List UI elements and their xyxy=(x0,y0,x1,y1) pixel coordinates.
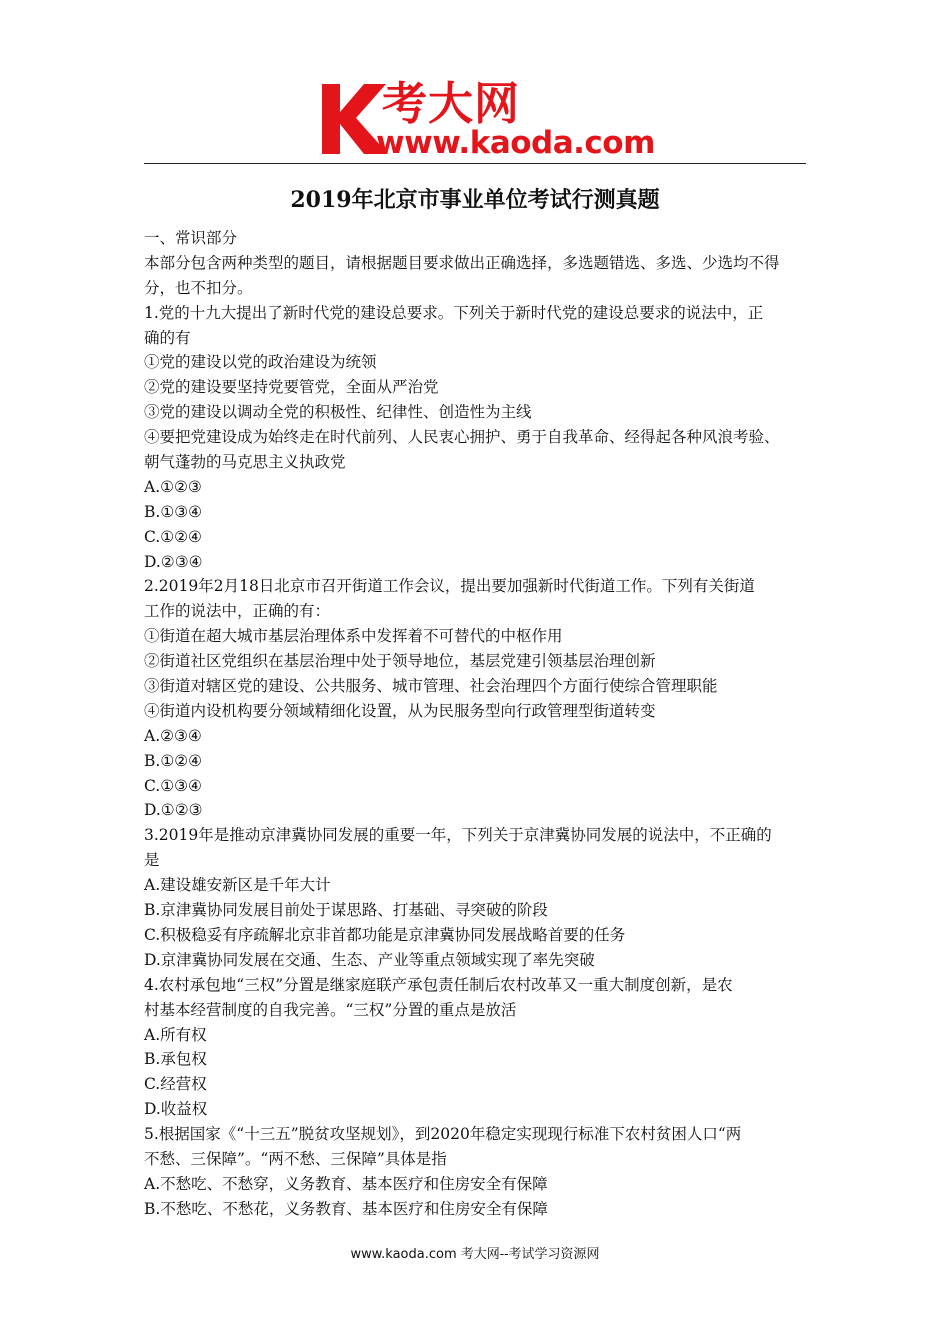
text-line: 分，也不扣分。 xyxy=(144,278,253,297)
text-line: C.①②④ xyxy=(144,527,202,546)
text-line: 村基本经营制度的自我完善。“三权”分置的重点是放活 xyxy=(144,1000,517,1019)
text-line: C.①③④ xyxy=(144,776,202,795)
text-line: 5.根据国家《“十三五”脱贫攻坚规划》，到2020年稳定实现现行标准下农村贫困人口“两 xyxy=(144,1125,742,1144)
text-line: 3.2019年是推动京津冀协同发展的重要一年，下列关于京津冀协同发展的说法中，不正确的 xyxy=(144,826,772,845)
text-line: 工作的说法中，正确的有： xyxy=(144,602,331,621)
text-line: A.②③④ xyxy=(144,726,202,745)
text-line: B.①②④ xyxy=(144,751,203,770)
kaoda-logo xyxy=(318,77,655,161)
page-title: 2019年北京市事业单位考试行测真题 xyxy=(290,187,660,213)
text-line: 本部分包含两种类型的题目，请根据题目要求做出正确选择，多选题错选、多选、少选均不得 xyxy=(144,253,780,272)
footer-url: www.kaoda.com xyxy=(350,1247,457,1262)
logo-name: 考大网 xyxy=(382,77,521,130)
text-line: D.京津冀协同发展在交通、生态、产业等重点领域实现了率先突破 xyxy=(144,950,595,969)
text-line: D.①②③ xyxy=(144,801,203,820)
text-line: A.①②③ xyxy=(144,477,202,496)
text-line: 2.2019年2月18日北京市召开街道工作会议，提出要加强新时代街道工作。下列有关街道 xyxy=(144,577,755,596)
text-line: 确的有 xyxy=(144,328,191,347)
text-line: 是 xyxy=(144,851,160,870)
text-line: B.不愁吃、不愁花，义务教育、基本医疗和住房安全有保障 xyxy=(144,1199,548,1218)
text-line: ①街道在超大城市基层治理体系中发挥着不可替代的中枢作用 xyxy=(144,627,563,646)
text-line: 不愁、三保障”。“两不愁、三保障”具体是指 xyxy=(144,1149,447,1168)
text-line: ②党的建设要坚持党要管党，全面从严治党 xyxy=(144,378,439,397)
text-line: ②街道社区党组织在基层治理中处于领导地位，基层党建引领基层治理创新 xyxy=(144,652,656,671)
text-line: C.积极稳妥有序疏解北京非首都功能是京津冀协同发展战略首要的任务 xyxy=(144,925,626,944)
text-line: ④要把党建设成为始终走在时代前列、人民衷心拥护、勇于自我革命、经得起各种风浪考验、 xyxy=(144,428,780,447)
text-line: A.所有权 xyxy=(144,1025,207,1044)
page-footer xyxy=(0,1245,950,1265)
text-line: 一、常识部分 xyxy=(144,229,238,247)
text-line: ③街道对辖区党的建设、公共服务、城市管理、社会治理四个方面行使综合管理职能 xyxy=(144,677,718,696)
text-line: B.①③④ xyxy=(144,502,203,521)
logo-url: www.kaoda.com xyxy=(376,125,655,161)
text-line: ①党的建设以党的政治建设为统领 xyxy=(144,353,377,372)
text-line: D.收益权 xyxy=(144,1100,208,1119)
footer-text: 考大网--考试学习资源网 xyxy=(456,1247,600,1262)
text-line: B.京津冀协同发展目前处于谋思路、打基础、寻突破的阶段 xyxy=(144,901,548,920)
text-line: 朝气蓬勃的马克思主义执政党 xyxy=(144,453,346,472)
text-line: ④街道内设机构要分领域精细化设置，从为民服务型向行政管理型街道转变 xyxy=(144,701,656,720)
text-line: A.建设雄安新区是千年大计 xyxy=(144,876,331,895)
header-divider xyxy=(144,163,806,164)
text-line: C.经营权 xyxy=(144,1075,207,1094)
text-line: A.不愁吃、不愁穿，义务教育、基本医疗和住房安全有保障 xyxy=(144,1174,548,1193)
text-line: 4.农村承包地“三权”分置是继家庭联产承包责任制后农村改革又一重大制度创新，是农 xyxy=(144,975,733,994)
text-line: ③党的建设以调动全党的积极性、纪律性、创造性为主线 xyxy=(144,403,532,422)
text-line: D.②③④ xyxy=(144,552,203,571)
text-line: 1.党的十九大提出了新时代党的建设总要求。下列关于新时代党的建设总要求的说法中，正 xyxy=(144,303,764,322)
document-body xyxy=(144,226,806,1222)
text-line: B.承包权 xyxy=(144,1050,207,1069)
